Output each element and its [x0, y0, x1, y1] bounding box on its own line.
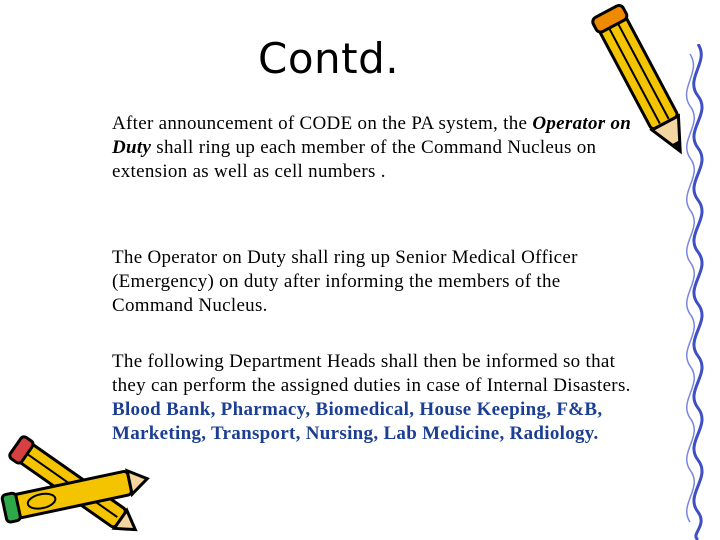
paragraph-senior-medical-officer	[112, 246, 692, 318]
department-list-line: Marketing, Transport, Nursing, Lab Medicine, Radiology.	[112, 423, 599, 444]
paragraph-line: (Emergency) on duty after informing the members of the	[112, 271, 561, 292]
department-list-line: Blood Bank, Pharmacy, Biomedical, House Keeping, F&B,	[112, 399, 603, 420]
italic-term: Duty	[112, 137, 152, 158]
paragraph-line	[112, 112, 692, 136]
paragraph-line: extension as well as cell numbers .	[112, 161, 386, 182]
paragraph-line	[112, 136, 692, 160]
paragraph-department-heads	[112, 350, 692, 446]
paragraph-command-nucleus	[112, 112, 692, 184]
paragraph-line: The Operator on Duty shall ring up Senior Medical Officer	[112, 247, 578, 268]
paragraph-line: Command Nucleus.	[112, 295, 268, 316]
crossed-pencils-icon	[0, 430, 150, 540]
paragraph-line: The following Department Heads shall then be informed so that	[112, 351, 616, 372]
text-segment: shall ring up each member of the Command Nucleus on	[151, 137, 597, 158]
slide-title: Contd.	[258, 34, 400, 83]
paragraph-line: they can perform the assigned duties in case of Internal Disasters.	[112, 375, 631, 396]
text-segment: After announcement of CODE on the PA system, the	[112, 113, 533, 134]
italic-term: Operator on	[532, 113, 632, 134]
